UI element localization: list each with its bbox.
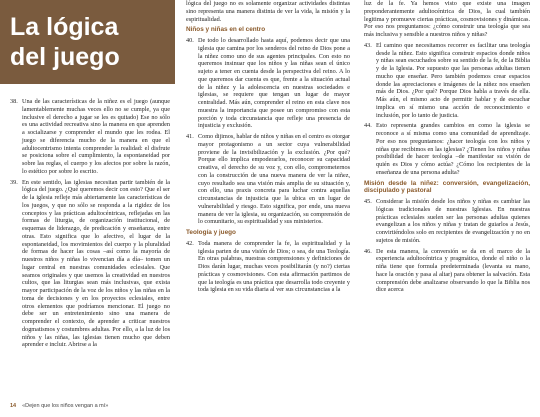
- section-heading: Misión desde la niñez: conversión, evangelización, discipulado y pastoral: [364, 179, 530, 195]
- paragraph-number: 40.: [186, 37, 194, 44]
- running-title: «Dejen que los niños vengan a mí»: [22, 403, 109, 409]
- paragraph-text: De todo lo desarrollado hasta aquí, podemos decir que una iglesia que camina por los senderos del reino de Dios pone a la niñez como uno de sus agentes principales. Con esto no queremos insinuar que los niños y las niñas sean el único sujeto a tener en cuenta desde la perspectiva del reino. A lo que queremos dar cuenta es que, frente a la situación actual de la niñez y la adolescencia en nuestras sociedades e iglesias, se requiere que tengan un lugar de mayor centralidad. Más aún, comprender el reino en esta clave nos muestra la importancia que posee un compromiso con esta porción y toda circunstancia que refleje una presencia de injusticia y exclusión.: [198, 37, 350, 130]
- paragraph-43: [364, 42, 530, 120]
- column-1: [10, 98, 170, 349]
- paragraph-number: 39.: [10, 178, 18, 186]
- paragraph-text: Esto representa grandes cambios en como la iglesia se reconoce a sí misma como una comunidad de aprendizaje. Por eso nos preguntamos: ¿hacer teología con los niños y niñas que recibimos en las iglesias? ¿Tienen los niños y niñas posibilidad de hacer teología –de manifestar su visión de quién es Dios y cómo actúa? ¿Cómo los recipientes de la enseñanza de una persona adulta?: [376, 122, 530, 176]
- paragraph-45: [364, 198, 530, 245]
- paragraph-41: [186, 133, 350, 226]
- paragraph-42: [186, 240, 350, 294]
- paragraph-text: Toda manera de comprender la fe, la espiritualidad y la iglesia parten de una visión de Dios; o sea, de una Teología. En otras palabras, nuestras comprensiones y definiciones de Dios darán lugar, muchas veces posibilitarán (y no?) ciertas prácticas y cosmovisiones. Con esta afirmación partimos de que la teología es una práctica que desarrolla todo creyente y toda iglesia en su vida diaria al ver sus circunstancias a la: [198, 239, 350, 294]
- paragraph-text: El camino que necesitamos recorrer es facilitar una teología desde la niñez. Esto significa construir espacios donde niños y niñas sean escuchados sobre su sentido de la fe, de la Biblia y de la Iglesia. Por supuesto que las personas adultas tienen mucho que enseñar. Pero también podemos crear espacios donde las apreciaciones e imágenes de la niñez nos enseñen más de Dios. ¿Por qué? Porque Dios habla a través de ella. Más aún, el mismo acto de permitir hablar y de escuchar implica en sí mismo una acción de reconocimiento e inclusión, por lo tanto de justicia.: [376, 41, 530, 119]
- paragraph-number: 42.: [186, 239, 194, 247]
- paragraph-text: En este sentido, las iglesias necesitan partir también de la lógica del juego. ¿Qué queremos decir con esto? Que el ser de la iglesia refleje más abiertamente las características de los juegos, y que no sólo se responda a la rigidez de los conceptos y las prácticas adultocéntricas, reflejadas en las formas de liturgia, de organización institucional, de esquemas de liderazgo, de predicación y enseñanza, entre otras. Esto significa que lo afectivo, el lugar de la espontaneidad, los movimientos del cuerpo y la pluralidad de formas de hacer las cosas –así como la mayoría de nuestros niños y niñas lo vivencian día a día– tomen un lugar central en nuestras comunidades eclesiales. Que seamos originales y que usemos la creatividad en nuestros cultos, que las liturgias sean más inclusivas, que exista mayor participación de la voz de los niños y las niñas en la toma de decisiones y en los proyectos eclesiales, entre otros elementos que podríamos mencionar. El juego no debe ser un entretenimiento sino una manera de comprender el contexto, de aprender a criticar nuestros dogmatismos y costumbres adultas. Por ello, a la luz de los niños y las niñas, las iglesias tienen mucho que deben aprender e incluir. Abrirse a la: [22, 178, 170, 349]
- paragraph-text: Una de las características de la niñez es el juego (aunque lamentablemente muchas veces ello no se cumple, ya que inclusive el derecho a jugar se les es quitado) Ese no sólo es una actividad recreativa sino la manera en que aprenden a socializarse y comprender el mundo que les rodea. El juego se diferencia mucho de la manera en que el adultocentrismo intenta comprender la realidad: el disfrute se posiciona sobre el cumplimiento, la espontaneidad por sobre las reglas, el cuerpo y los afectos por sobre la razón, lo estético por sobre lo escrito.: [22, 98, 170, 175]
- paragraph-text: Considerar la misión desde los niños y niñas es cambiar las lógicas tradicionales de nuestras Iglesias. En nuestras prácticas eclesiales suelen ser las personas adultas quienes evangelizan a los niños y niñas y tratan de guiarlos a Jesús, convirtiéndolos solo en recipientes de evangelización y no en sujetos de misión.: [376, 198, 530, 244]
- paragraph-text: Como dijimos, hablar de niños y niñas en el centro es otorgar mayor protagonismo a un sector cuya vulnerabilidad proviene de la invisibilización y la exclusión. ¿Por qué? Porque ello implica empoderarlos, reconocer su capacidad creativa, el derecho de su voz y, con ello, comprometernos con la construcción de una nueva manera de ver la niñez, cuyo resultado sea una visión más amplia de su situación y, con ello, una praxis concreta para luchar contra aquellas circunstancias de injusticia que la ubica en un lugar de vulnerabilidad y riesgo. Esto significa, por ende, una nueva manera de ver la iglesia, su organización, su comprensión de lo comunitario, su espiritualidad y sus ministerios.: [198, 133, 350, 226]
- paragraph-38: [10, 98, 170, 176]
- paragraph-number: 44.: [364, 122, 372, 130]
- column-3: [364, 0, 530, 294]
- paragraph-46: [364, 248, 530, 295]
- paragraph-44: [364, 122, 530, 176]
- paragraph-number: 41.: [186, 133, 194, 140]
- paragraph-text: De esta manera, la conversión se da en el marco de la experiencia adultocéntrica y pragmática, donde el niño o la niña tiene que formula predeterminada (levanta su mano, hace la oración y pasa al altar) para obtener la salvación. Esta comprensión debe analizarse observando lo que la Biblia nos dice acerca: [376, 247, 530, 294]
- section-heading: Teología y juego: [186, 229, 236, 236]
- paragraph-continuation: luz de la fe. Ya hemos visto que existe una imagen preponderantemente adultocéntrica de Dios, la cual también legitima y promueve ciertas prácticas, cosmovisiones y dinámicas. Por eso nos preguntamos: ¿cómo construir una teología que sea más inclusiva y sensible a nuestros niños y niñas?: [364, 0, 530, 38]
- paragraph-number: 43.: [364, 41, 372, 49]
- paragraph-continuation: lógica del juego no es solamente organizar actividades distintas sino representa una manera distinta de ver la vida, la misión y la espiritualidad.: [186, 0, 350, 23]
- paragraph-number: 45.: [364, 198, 372, 205]
- paragraph-40: [186, 37, 350, 130]
- section-heading: Niños y niñas en el centro: [186, 26, 266, 34]
- paragraph-number: 38.: [10, 98, 18, 105]
- paragraph-number: 46.: [364, 247, 372, 255]
- page-title-line-2: del juego: [10, 43, 120, 71]
- title-block: [0, 0, 175, 84]
- page-number: 14: [10, 403, 17, 409]
- column-2: [186, 0, 350, 294]
- paragraph-39: [10, 179, 170, 350]
- page-footer: [10, 403, 108, 409]
- page-title-line-1: La lógica: [10, 13, 119, 41]
